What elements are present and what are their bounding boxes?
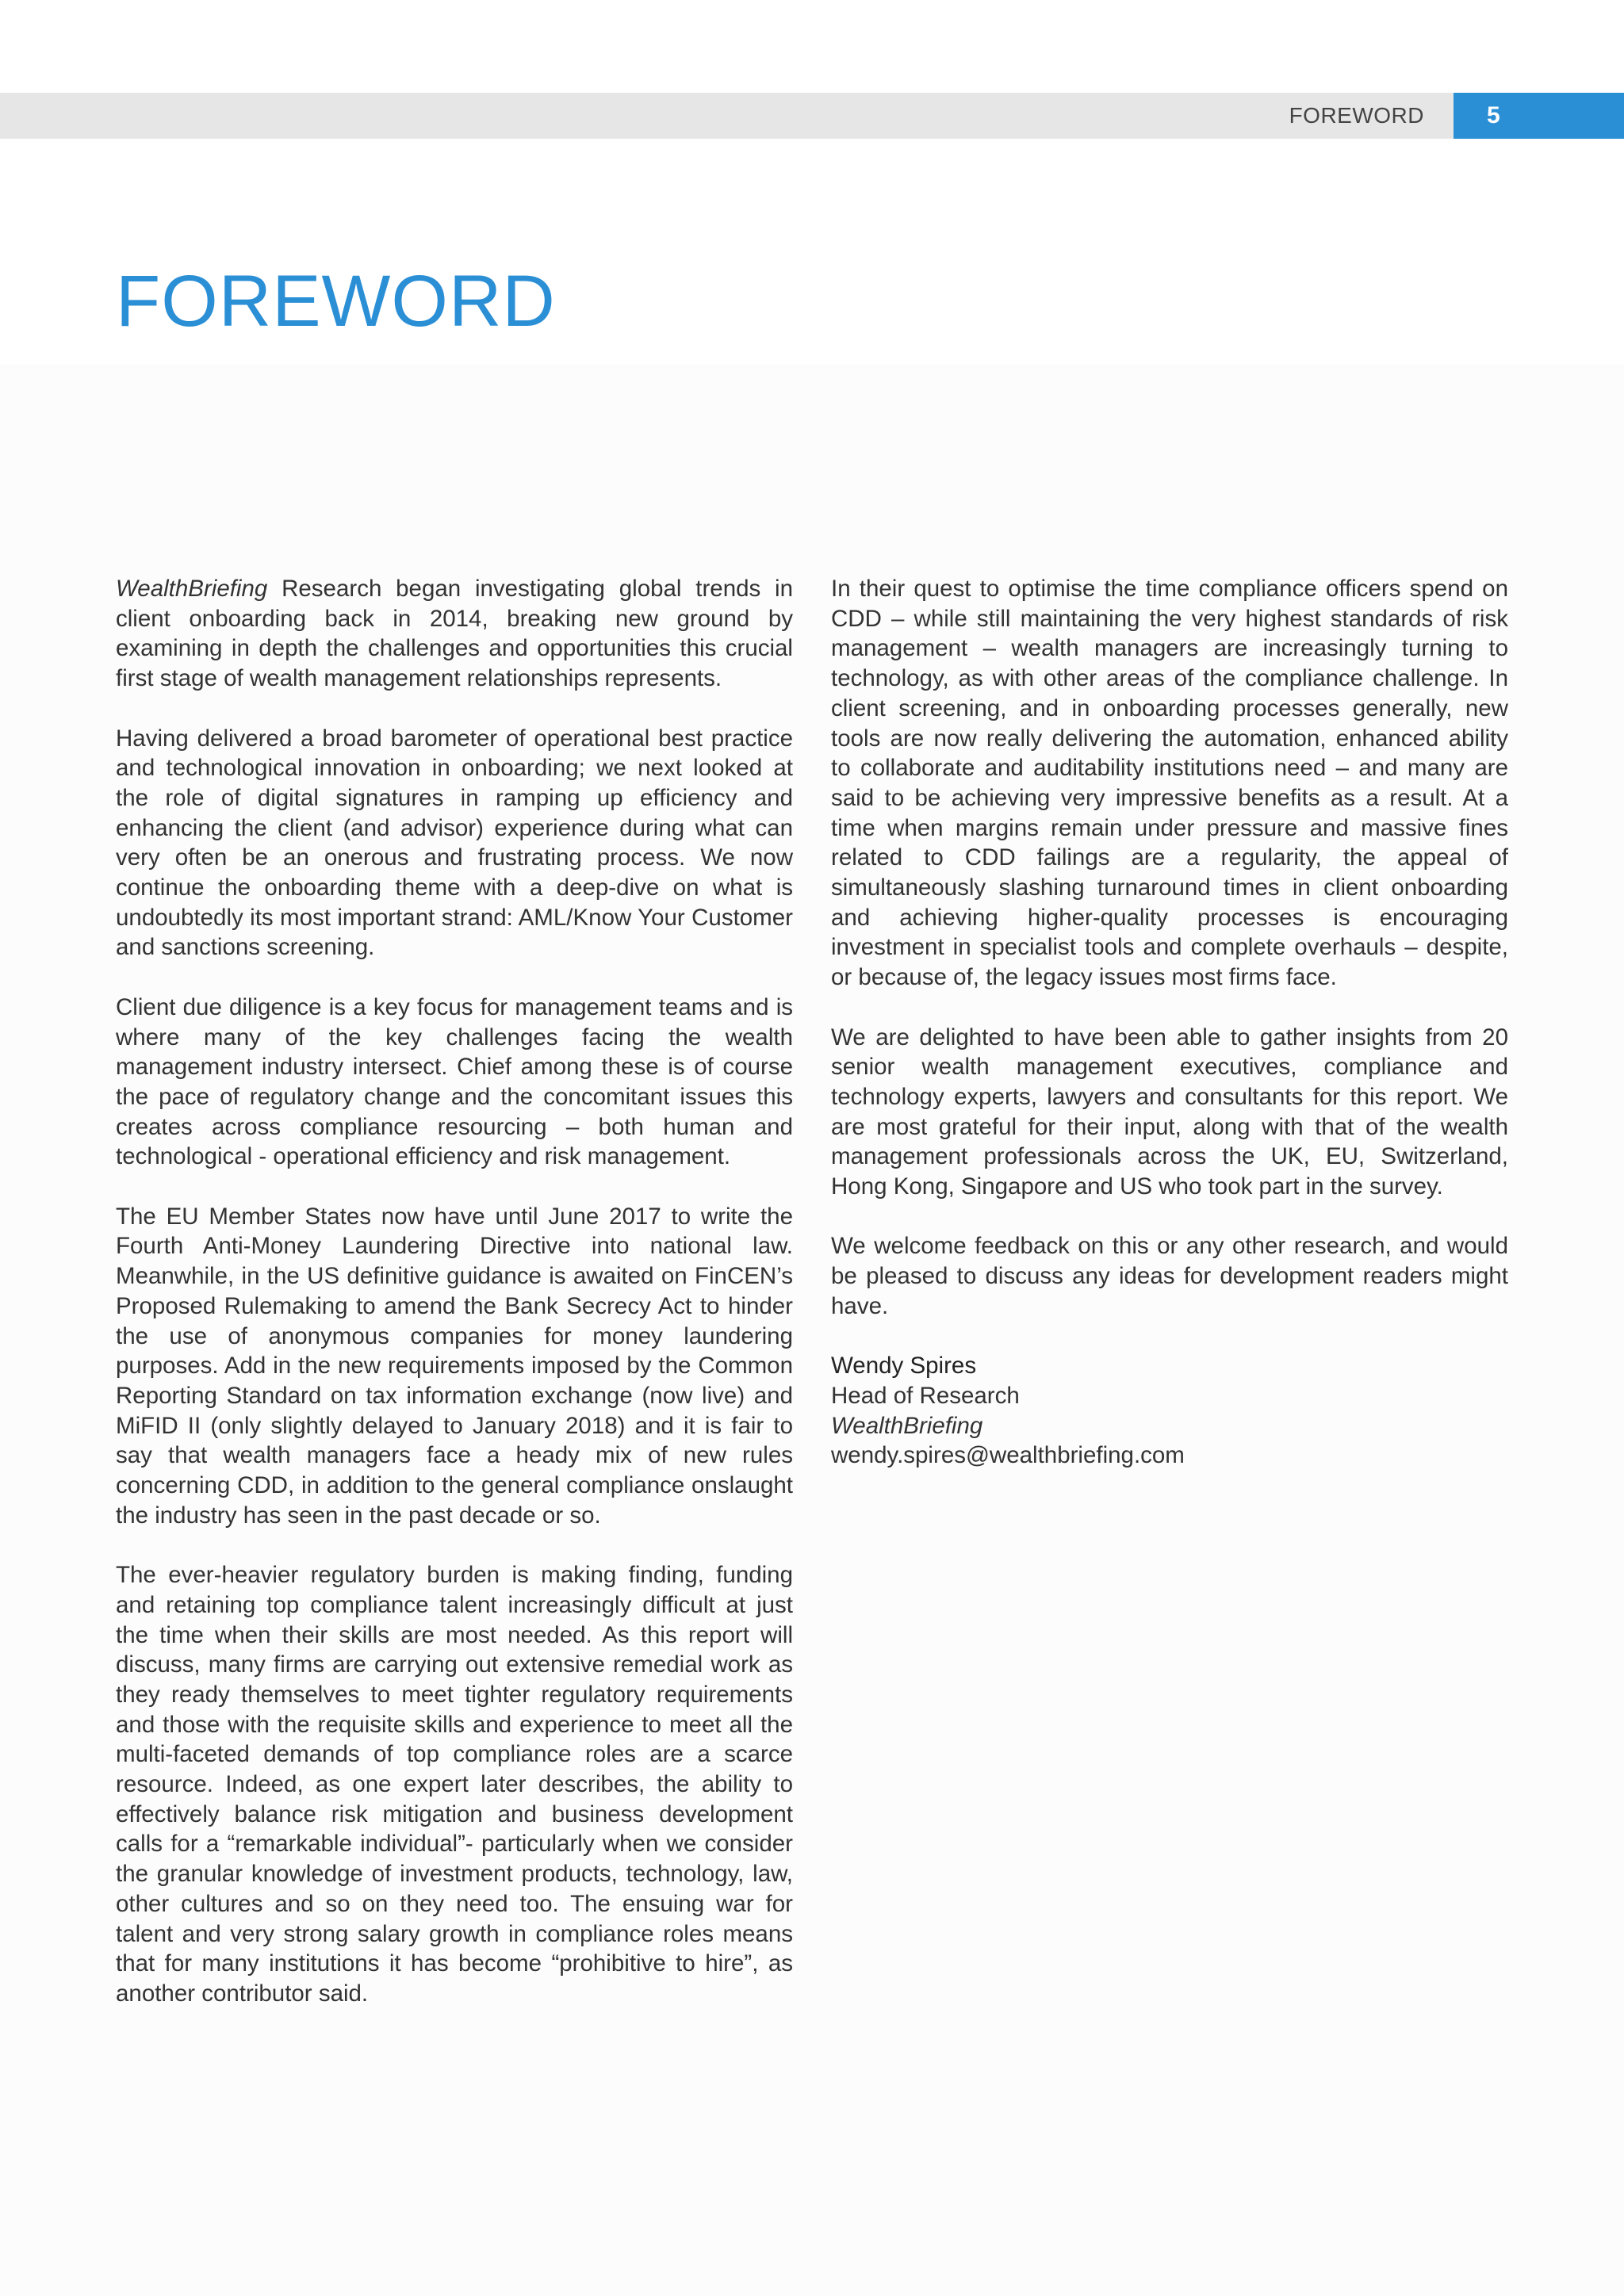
- paragraph-7: We are delighted to have been able to gather insights from 20 senior wealth management executives, compliance and technology experts, lawyers and consultants for this report. We are most grateful for their input, along with that of the wealth management professionals across the UK, EU, Switzerland, Hong Kong, Singapore and US who took part in the survey.: [831, 1024, 1508, 1200]
- paragraph-1-text: Research began investigating global trends in client onboarding back in 2014, breaking new ground by examining in depth the challenges and opportunities this crucial first stage of wealth management relationships represents.: [116, 576, 793, 692]
- paragraph-6: In their quest to optimise the time compliance officers spend on CDD – while still maintaining the very highest standards of risk management – wealth managers are increasingly turning to technology, as with other areas of the compliance challenge. In client screening, and in onboarding processes generally, new tools are now really delivering the automation, enhanced ability to collaborate and auditability institutions need – and many are said to be achieving very impressive benefits as a result. At a time when margins remain under pressure and massive fines related to CDD failings are a regularity, the appeal of simultaneously slashing turnaround times in client onboarding and achieving higher-quality processes is encouraging investment in specialist tools and complete overhauls – despite, or because of, the legacy issues most firms face.: [831, 576, 1508, 991]
- page-number-tab: [1454, 93, 1624, 139]
- signature-organization: WealthBriefing: [831, 1412, 983, 1439]
- signature-email-link[interactable]: wendy.spires@wealthbriefing.com: [831, 1442, 1185, 1469]
- signature-block: [831, 1351, 1508, 1471]
- page-title: FOREWORD: [116, 261, 556, 342]
- signature-name: Wendy Spires: [831, 1353, 977, 1380]
- paragraph-2: Having delivered a broad barometer of operational best practice and technological innovation in onboarding; we next looked at the role of digital signatures in ramping up efficiency and enhancing the client (and advisor) experience during what can very often be an onerous and frustrating process. We now continue the onboarding theme with a deep-dive on what is undoubtedly its most important strand: AML/Know Your Customer and sanctions screening.: [116, 725, 793, 961]
- page-number: 5: [1487, 102, 1500, 128]
- right-column: [831, 574, 1508, 1471]
- paragraph-1: [116, 574, 793, 694]
- brand-name: WealthBriefing: [116, 576, 268, 602]
- running-header-section-label: FOREWORD: [1289, 103, 1424, 128]
- signature-role: Head of Research: [831, 1382, 1020, 1409]
- left-column: [116, 574, 793, 2009]
- paragraph-4: The EU Member States now have until June 2017 to write the Fourth Anti-Money Laundering Directive into national law. Meanwhile, in the US definitive guidance is awaited on FinCEN’s Proposed Rulemaking to amend the Bank Secrecy Act to hinder the use of anonymous companies for money laundering purposes. Add in the new requirements imposed by the Common Reporting Standard on tax information exchange (now live) and MiFID II (only slightly delayed to January 2018) and it is fair to say that wealth managers face a heady mix of new rules concerning CDD, in addition to the general compliance onslaught the industry has seen in the past decade or so.: [116, 1203, 793, 1529]
- paragraph-5: The ever-heavier regulatory burden is making finding, funding and retaining top compliance talent increasingly difficult at just the time when their skills are most needed. As this report will discuss, many firms are carrying out extensive remedial work as they ready themselves to meet tighter regulatory requirements and those with the requisite skills and experience to meet all the multi-faceted demands of top compliance roles are a scarce resource. Indeed, as one expert later describes, the ability to effectively balance risk mitigation and business development calls for a “remarkable individual”- particularly when we consider the granular knowledge of investment products, technology, law, other cultures and so on they need too. The ensuing war for talent and very strong salary growth in compliance roles means that for many institutions it has become “prohibitive to hire”, as another contributor said.: [116, 1562, 793, 2007]
- paragraph-3: Client due diligence is a key focus for management teams and is where many of the key challenges facing the wealth management industry intersect. Chief among these is of course the pace of regulatory change and the concomitant issues this creates across compliance resourcing – both human and technological - operational efficiency and risk management.: [116, 993, 793, 1170]
- paragraph-8: We welcome feedback on this or any other research, and would be pleased to discuss any ideas for development readers might have.: [831, 1233, 1508, 1319]
